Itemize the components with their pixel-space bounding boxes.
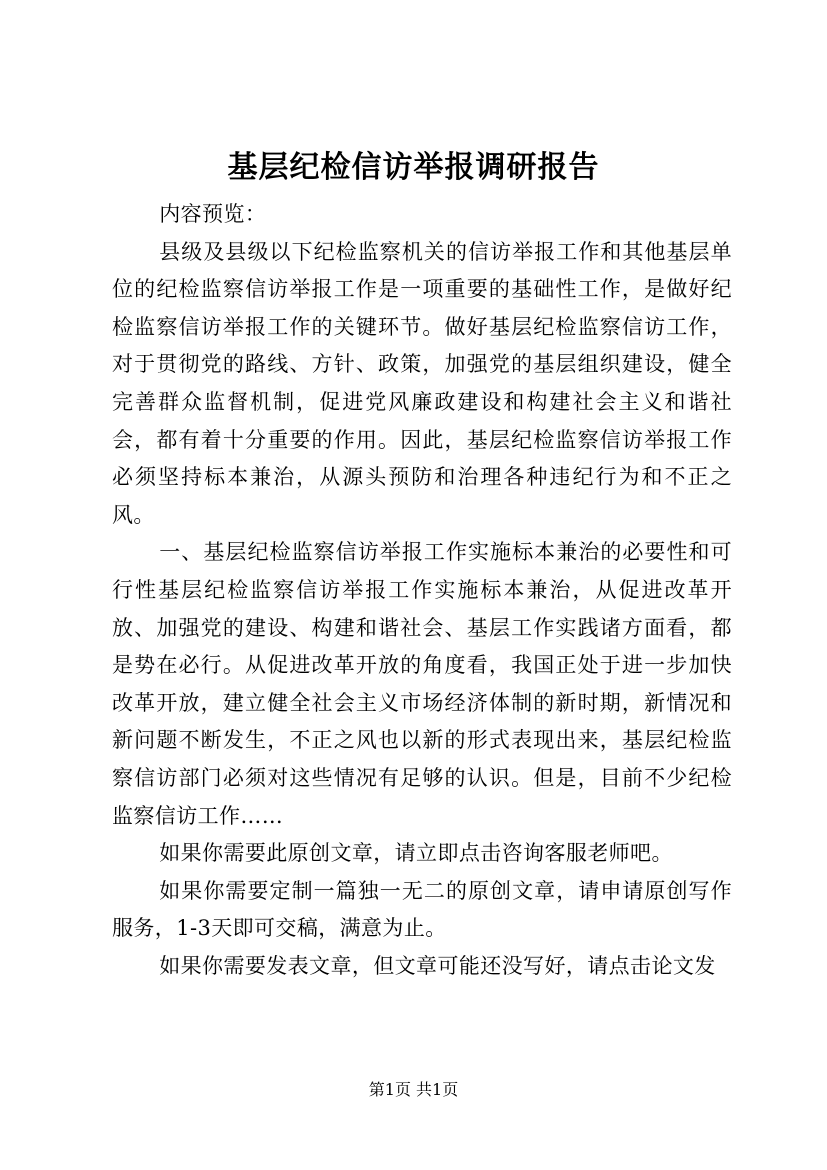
page-footer: 第1页 共1页: [368, 1080, 459, 1099]
paragraph-publish: 如果你需要发表文章，但文章可能还没写好，请点击论文发: [159, 953, 716, 978]
document-body: [112, 196, 732, 985]
paragraph-contact-service: 如果你需要此原创文章，请立即点击咨询客服老师吧。: [159, 841, 673, 866]
document-title: 基层纪检信访举报调研报告: [227, 150, 600, 185]
paragraph-section-one: 一、基层纪检监察信访举报工作实施标本兼治的必要性和可行性基层纪检监察信访举报工作实施标本兼治，从促进改革开放、加强党的建设、构建和谐社会、基层工作实践诸方面看，都是势在必行。从促进改革开放的角度看，我国正处于进一步加快改革开放，建立健全社会主义市场经济体制的新时期，新情况和新问题不断发生，不正之风也以新的形式表现出来，基层纪检监察信访部门必须对这些情况有足够的认识。但是，目前不少纪检监察信访工作……: [112, 540, 732, 828]
paragraph-custom-writing: 如果你需要定制一篇独一无二的原创文章，请申请原创写作服务，1-3天即可交稿，满意为止。: [112, 878, 732, 941]
paragraph-intro: 县级及县级以下纪检监察机关的信访举报工作和其他基层单位的纪检监察信访举报工作是一项重要的基础性工作，是做好纪检监察信访举报工作的关键环节。做好基层纪检监察信访工作，对于贯彻党的路线、方针、政策，加强党的基层组织建设，健全完善群众监督机制，促进党风廉政建设和构建社会主义和谐社会，都有着十分重要的作用。因此，基层纪检监察信访举报工作必须坚持标本兼治，从源头预防和治理各种违纪行为和不正之风。: [112, 239, 732, 527]
paragraph-preview-label: 内容预览：: [159, 202, 267, 226]
